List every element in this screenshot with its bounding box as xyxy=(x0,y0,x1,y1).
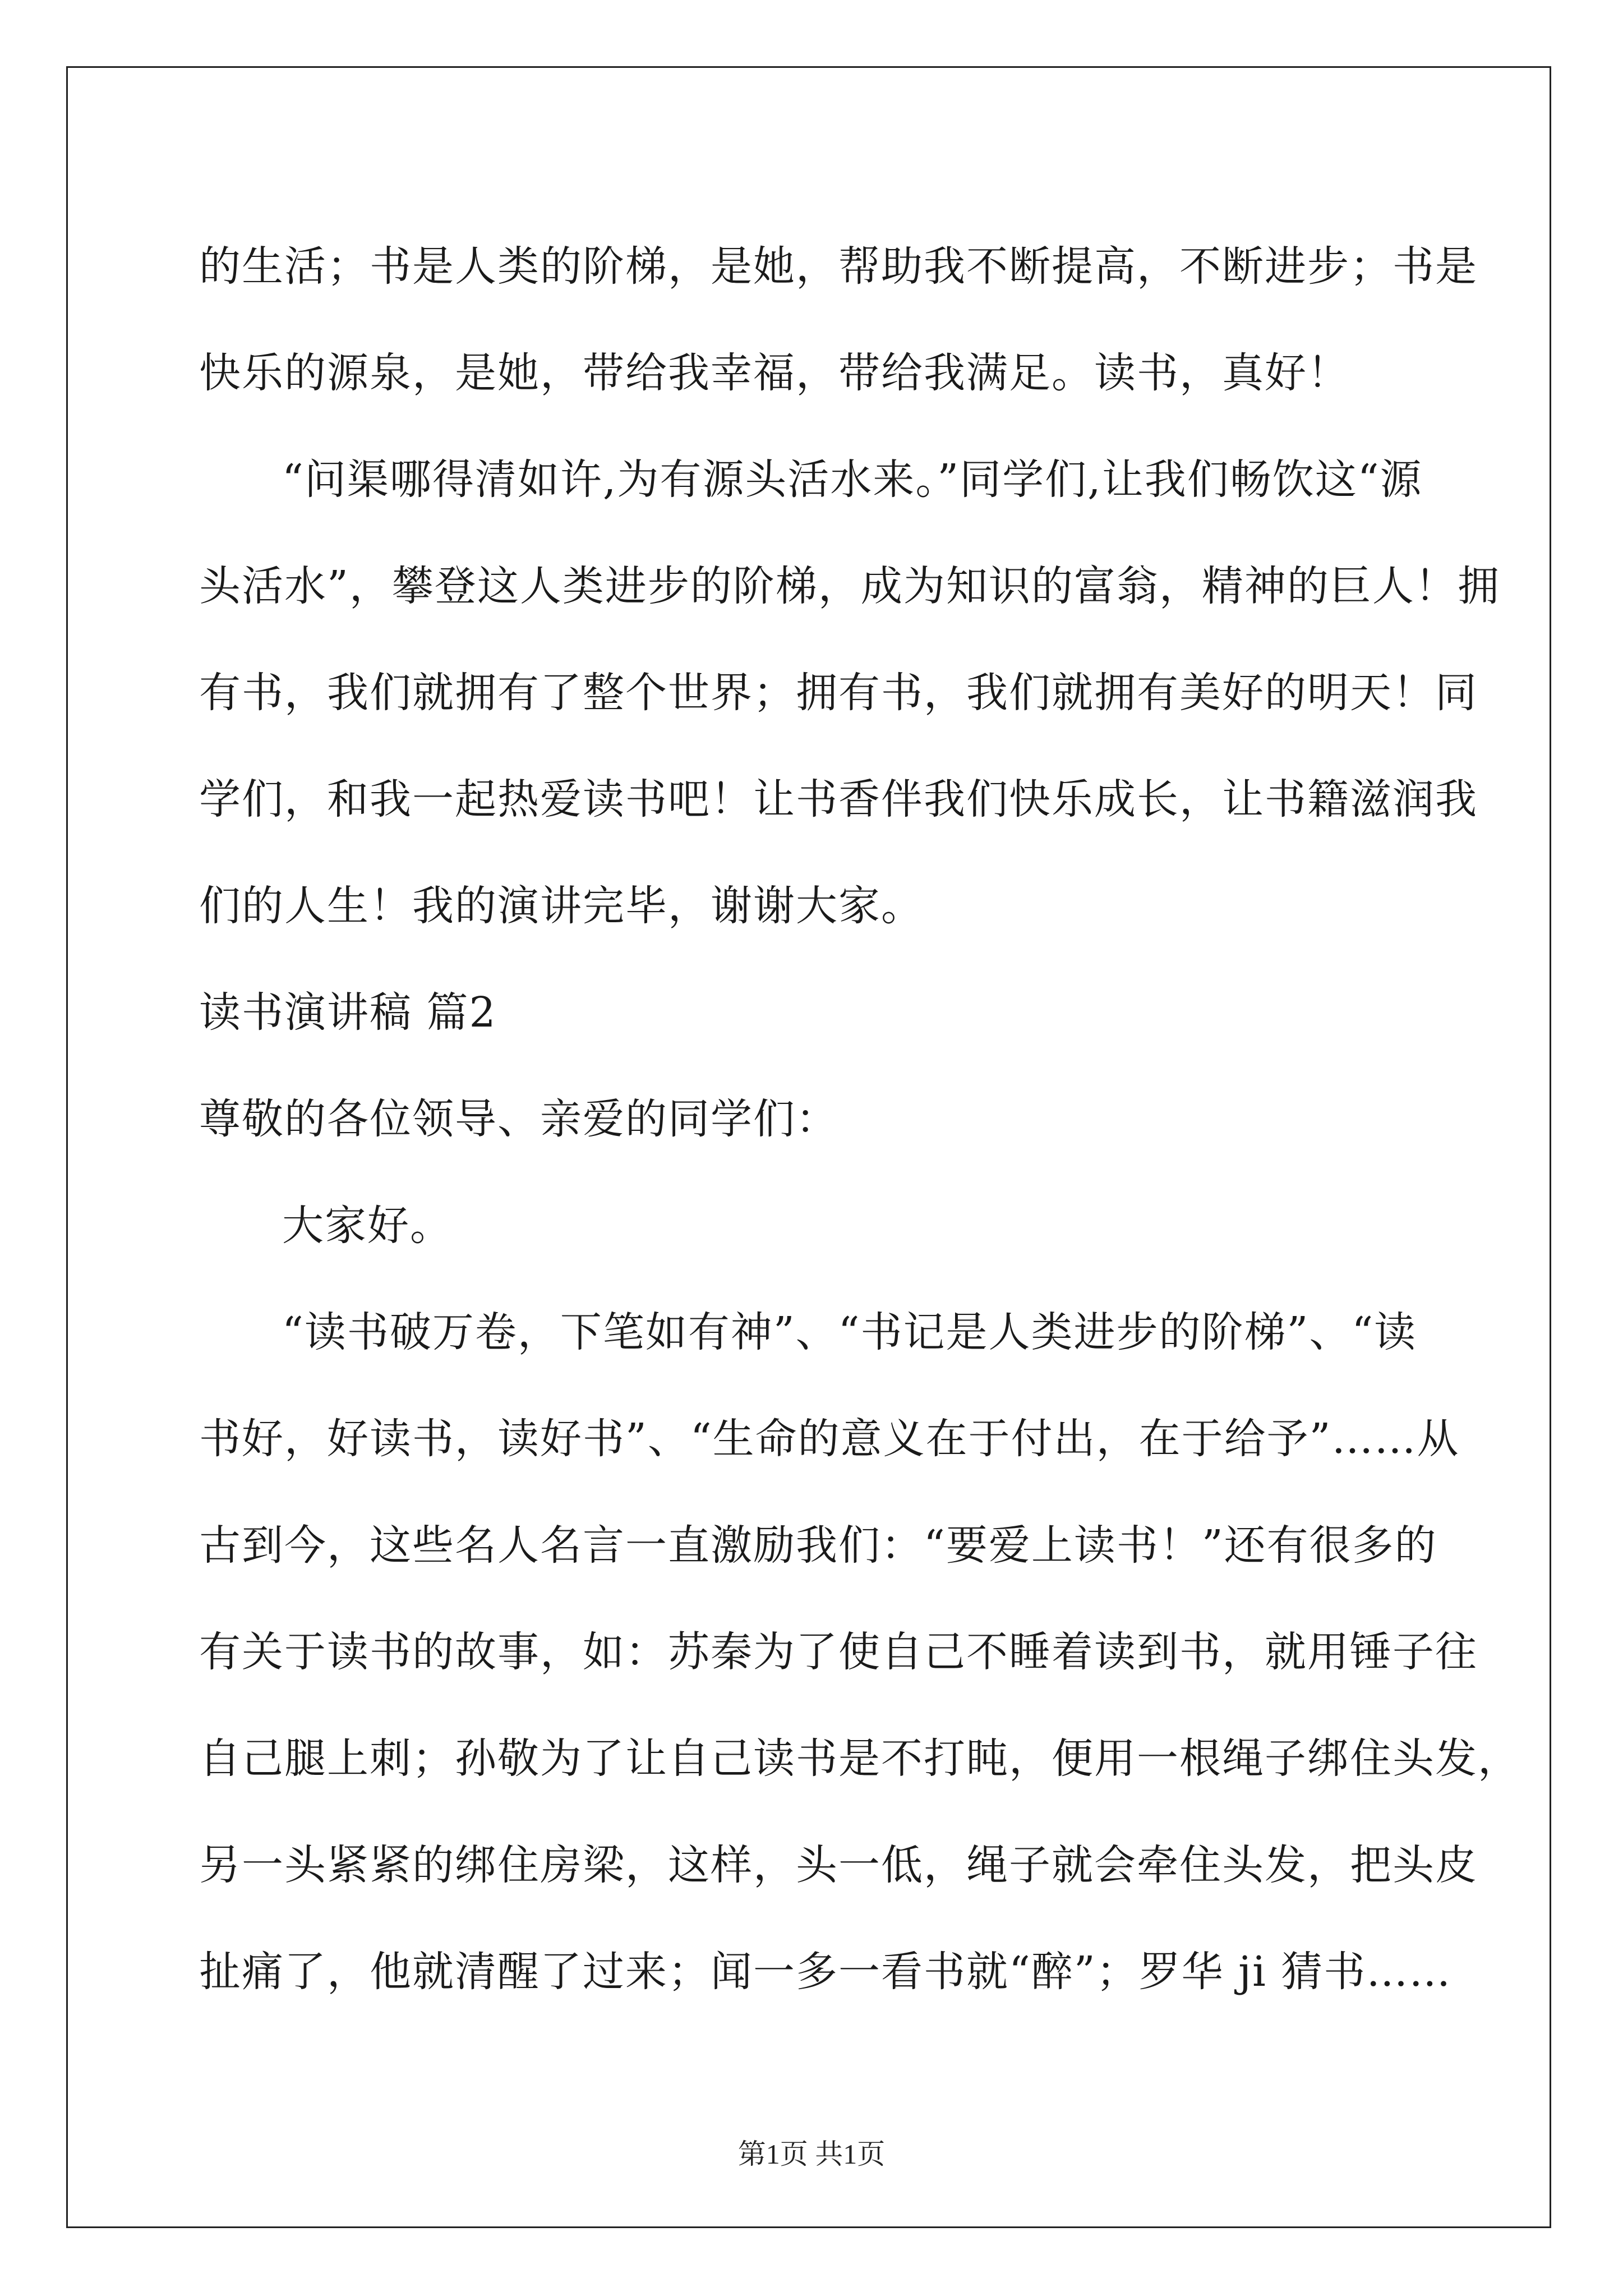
text-line: 有关于读书的故事，如：苏秦为了使自己不睡着读到书，就用锤子往 xyxy=(199,1628,1478,1676)
text-line: 们的人生！我的演讲完毕，谢谢大家。 xyxy=(199,882,924,930)
greeting: 大家好。 xyxy=(282,1202,453,1250)
text-line: “问渠哪得清如许,为有源头活水来。”同学们,让我们畅饮这“源 xyxy=(282,455,1423,504)
salutation: 尊敬的各位领导、亲爱的同学们： xyxy=(199,1095,838,1143)
text-line: 的生活；书是人类的阶梯，是她，帮助我不断提高，不断进步；书是 xyxy=(199,242,1478,291)
text-line: 快乐的源泉，是她，带给我幸福，带给我满足。读书，真好！ xyxy=(199,349,1350,397)
document-body xyxy=(199,213,1520,2025)
text-line: 自己腿上刺；孙敬为了让自己读书是不打盹，便用一根绳子绑住头发， xyxy=(199,1734,1520,1783)
text-line: 扯痛了，他就清醒了过来；闻一多一看书就“醉”；罗华 ji 猜书…… xyxy=(199,1948,1452,1996)
text-line: 头活水”，攀登这人类进步的阶梯，成为知识的富翁，精神的巨人！拥 xyxy=(199,562,1500,610)
text-line: 有书，我们就拥有了整个世界；拥有书，我们就拥有美好的明天！同 xyxy=(199,669,1478,717)
page-footer: 第1页 共1页 xyxy=(737,2138,886,2170)
text-line: “读书破万卷，下笔如有神”、“书记是人类进步的阶梯”、“读 xyxy=(282,1308,1417,1356)
section-heading: 读书演讲稿 篇2 xyxy=(199,988,497,1037)
text-line: 书好，好读书，读好书”、“生命的意义在于付出，在于给予”……从 xyxy=(199,1415,1460,1463)
text-line: 学们，和我一起热爱读书吧！让书香伴我们快乐成长，让书籍滋润我 xyxy=(199,775,1478,823)
text-line: 古到今，这些名人名言一直激励我们：“要爱上读书！”还有很多的 xyxy=(199,1521,1437,1570)
text-line: 另一头紧紧的绑住房梁，这样，头一低，绳子就会牵住头发，把头皮 xyxy=(199,1841,1478,1889)
